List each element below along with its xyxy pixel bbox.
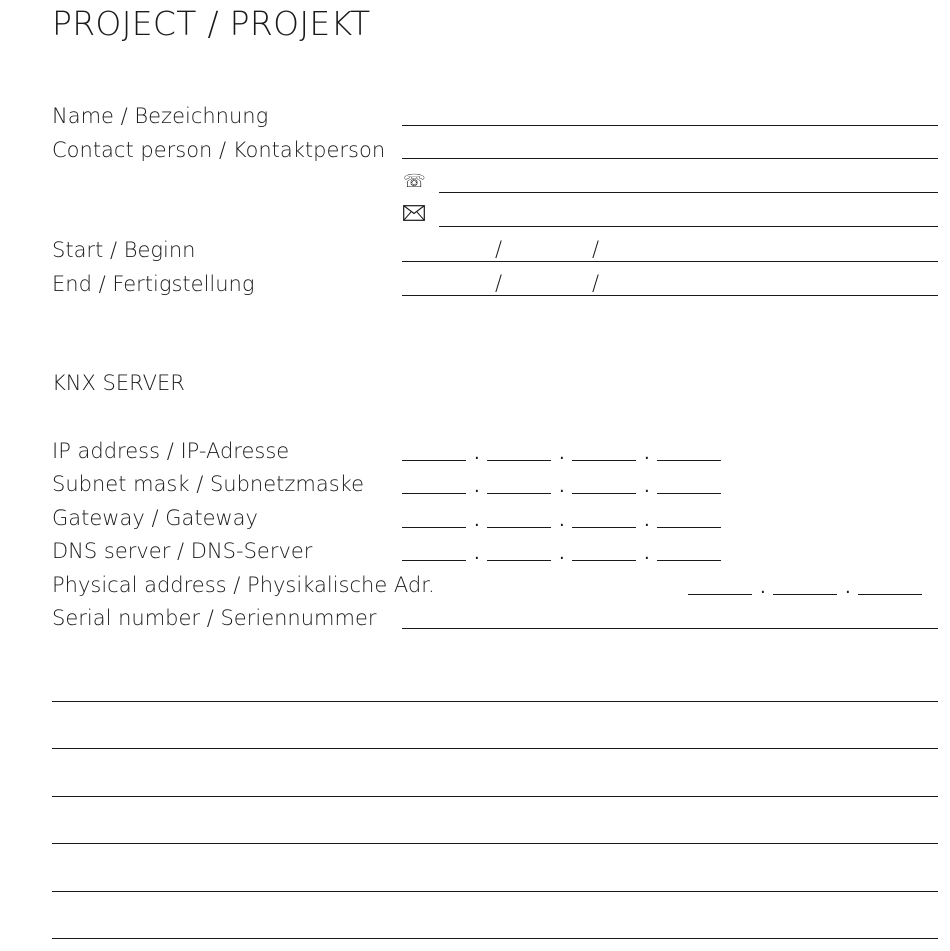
subnet-mask-field[interactable] xyxy=(402,471,732,497)
date-separator: / xyxy=(592,237,600,261)
envelope-icon xyxy=(403,205,425,226)
contact-person-label: Contact person / Kontaktperson xyxy=(52,138,386,162)
octet-separator: . xyxy=(474,476,480,497)
octet-field[interactable] xyxy=(572,460,636,461)
telephone-field[interactable] xyxy=(439,192,938,193)
octet-separator: . xyxy=(559,443,565,464)
notes-line[interactable] xyxy=(52,748,938,749)
ip-address-field[interactable] xyxy=(402,438,732,464)
gateway-label: Gateway / Gateway xyxy=(52,506,258,530)
envelope-svg xyxy=(403,205,425,221)
octet-separator: . xyxy=(474,543,480,564)
end-date-field[interactable] xyxy=(402,270,938,296)
octet-separator: . xyxy=(644,510,650,531)
octet-separator: . xyxy=(644,443,650,464)
subnet-mask-label: Subnet mask / Subnetzmaske xyxy=(52,472,365,496)
physical-address-field[interactable] xyxy=(688,572,933,598)
octet-field[interactable] xyxy=(487,493,551,494)
octet-separator: . xyxy=(474,443,480,464)
ip-address-label: IP address / IP-Adresse xyxy=(52,439,290,463)
address-separator: . xyxy=(760,577,766,598)
octet-field[interactable] xyxy=(402,560,466,561)
octet-separator: . xyxy=(559,476,565,497)
gateway-field[interactable] xyxy=(402,505,732,531)
name-label: Name / Bezeichnung xyxy=(52,104,269,128)
serial-number-label: Serial number / Seriennummer xyxy=(52,606,377,630)
date-separator: / xyxy=(592,271,600,295)
end-label: End / Fertigstellung xyxy=(52,272,255,296)
physical-address-label: Physical address / Physikalische Adr. xyxy=(52,573,435,597)
end-date-underline xyxy=(402,295,938,296)
octet-field[interactable] xyxy=(657,493,721,494)
address-segment-field[interactable] xyxy=(773,594,837,595)
octet-field[interactable] xyxy=(657,527,721,528)
octet-field[interactable] xyxy=(572,493,636,494)
octet-field[interactable] xyxy=(402,460,466,461)
address-separator: . xyxy=(845,577,851,598)
name-field[interactable] xyxy=(402,125,938,126)
octet-field[interactable] xyxy=(657,560,721,561)
octet-field[interactable] xyxy=(402,527,466,528)
telephone-icon: ☏ xyxy=(403,171,426,192)
start-date-field[interactable] xyxy=(402,236,938,262)
email-field[interactable] xyxy=(439,226,938,227)
octet-field[interactable] xyxy=(487,560,551,561)
octet-field[interactable] xyxy=(402,493,466,494)
octet-field[interactable] xyxy=(572,527,636,528)
date-separator: / xyxy=(495,271,503,295)
notes-line[interactable] xyxy=(52,891,938,892)
dns-server-label: DNS server / DNS-Server xyxy=(52,539,313,563)
address-segment-field[interactable] xyxy=(688,594,752,595)
notes-line[interactable] xyxy=(52,796,938,797)
octet-separator: . xyxy=(644,476,650,497)
page-title: PROJECT / PROJEKT xyxy=(52,4,371,43)
serial-number-field[interactable] xyxy=(402,628,938,629)
octet-separator: . xyxy=(474,510,480,531)
octet-field[interactable] xyxy=(487,527,551,528)
octet-separator: . xyxy=(559,543,565,564)
notes-line[interactable] xyxy=(52,843,938,844)
contact-person-field[interactable] xyxy=(402,158,938,159)
notes-line[interactable] xyxy=(52,938,938,939)
dns-server-field[interactable] xyxy=(402,538,732,564)
section-title: KNX SERVER xyxy=(52,371,185,395)
octet-field[interactable] xyxy=(487,460,551,461)
octet-field[interactable] xyxy=(572,560,636,561)
date-separator: / xyxy=(495,237,503,261)
address-segment-field[interactable] xyxy=(858,594,922,595)
start-label: Start / Beginn xyxy=(52,238,196,262)
octet-separator: . xyxy=(559,510,565,531)
notes-line[interactable] xyxy=(52,701,938,702)
octet-field[interactable] xyxy=(657,460,721,461)
start-date-underline xyxy=(402,261,938,262)
octet-separator: . xyxy=(644,543,650,564)
